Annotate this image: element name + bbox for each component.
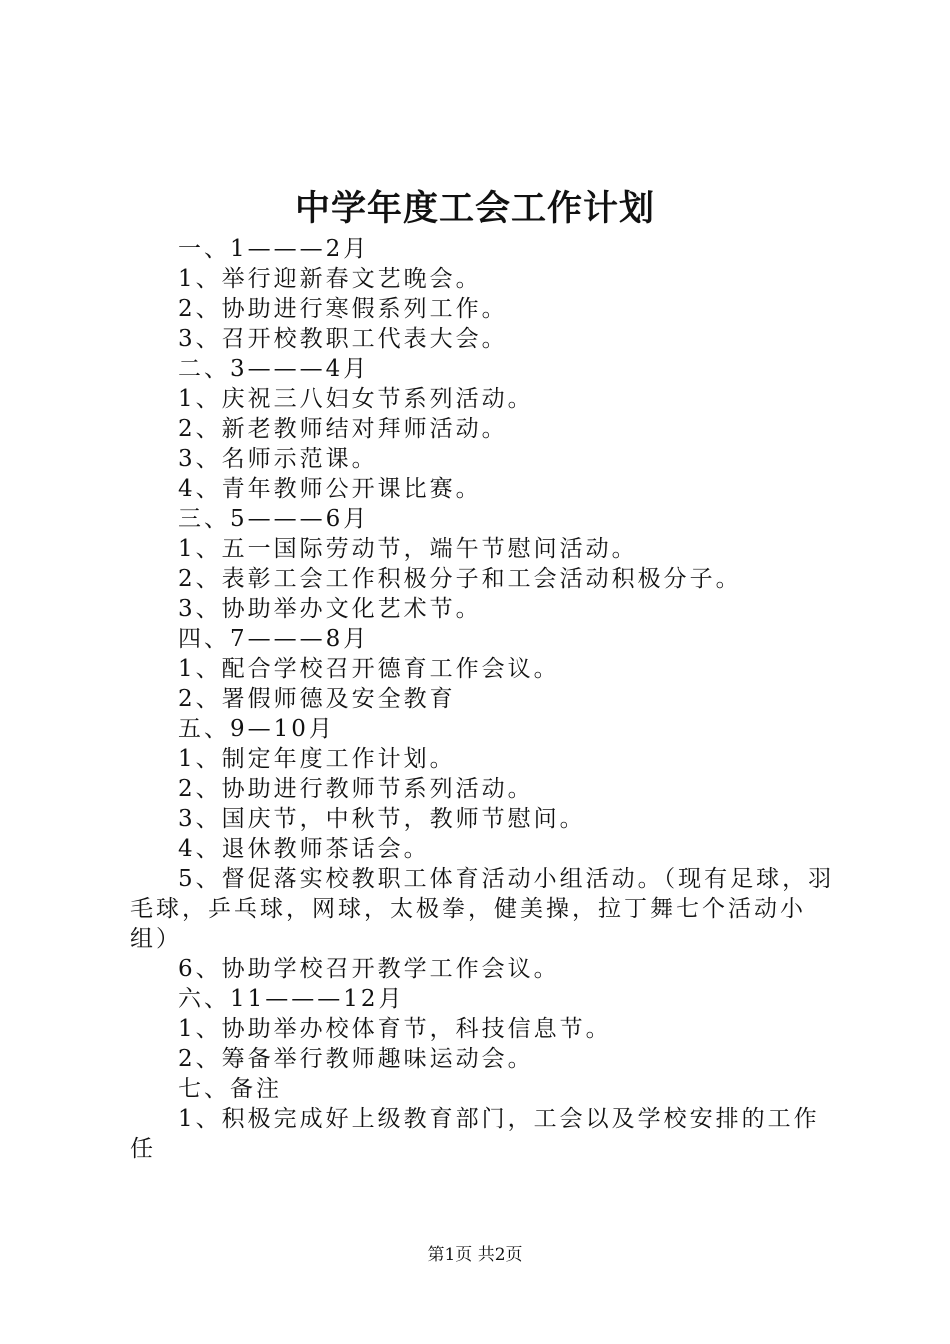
- list-item: 6、协助学校召开教学工作会议。: [178, 956, 560, 982]
- list-item: 4、青年教师公开课比赛。: [178, 476, 482, 502]
- list-item: 2、协助进行教师节系列活动。: [178, 776, 534, 802]
- list-item: 3、国庆节，中秋节，教师节慰问。: [178, 806, 586, 832]
- list-item: 4、退休教师茶话会。: [178, 836, 430, 862]
- section-heading: 一、1———2月: [178, 236, 370, 262]
- list-item: 1、制定年度工作计划。: [178, 746, 456, 772]
- list-item: 1、庆祝三八妇女节系列活动。: [178, 386, 534, 412]
- list-item: 2、新老教师结对拜师活动。: [178, 416, 508, 442]
- page-title: 中学年度工会工作计划: [294, 188, 655, 229]
- list-item: 1、配合学校召开德育工作会议。: [178, 656, 560, 682]
- list-item: 3、名师示范课。: [178, 446, 378, 472]
- list-item: 3、协助举办文化艺术节。: [178, 596, 482, 622]
- document-body: [130, 234, 835, 1164]
- list-item: 2、署假师德及安全教育: [178, 686, 456, 712]
- section-heading: 三、5———6月: [178, 506, 370, 532]
- list-item: 1、协助举办校体育节，科技信息节。: [178, 1016, 612, 1042]
- list-item: 2、协助进行寒假系列工作。: [178, 296, 508, 322]
- page-footer: 第1页 共2页: [427, 1245, 523, 1265]
- section-heading: 二、3———4月: [178, 356, 370, 382]
- list-item: 3、召开校教职工代表大会。: [178, 326, 508, 352]
- list-item: 1、五一国际劳动节，端午节慰问活动。: [178, 536, 638, 562]
- section-heading: 四、7———8月: [178, 626, 370, 652]
- section-heading: 五、9—10月: [178, 716, 335, 742]
- list-item: 5、督促落实校教职工体育活动小组活动。（现有足球，羽毛球，乒乓球，网球，太极拳，健美操，拉丁舞七个活动小组）: [130, 866, 835, 952]
- section-heading: 六、11———12月: [178, 986, 405, 1012]
- section-heading: 七、备注: [178, 1076, 282, 1102]
- list-item: 1、积极完成好上级教育部门，工会以及学校安排的工作任: [130, 1106, 820, 1162]
- list-item: 1、举行迎新春文艺晚会。: [178, 266, 482, 292]
- list-item: 2、筹备举行教师趣味运动会。: [178, 1046, 534, 1072]
- list-item: 2、表彰工会工作积极分子和工会活动积极分子。: [178, 566, 742, 592]
